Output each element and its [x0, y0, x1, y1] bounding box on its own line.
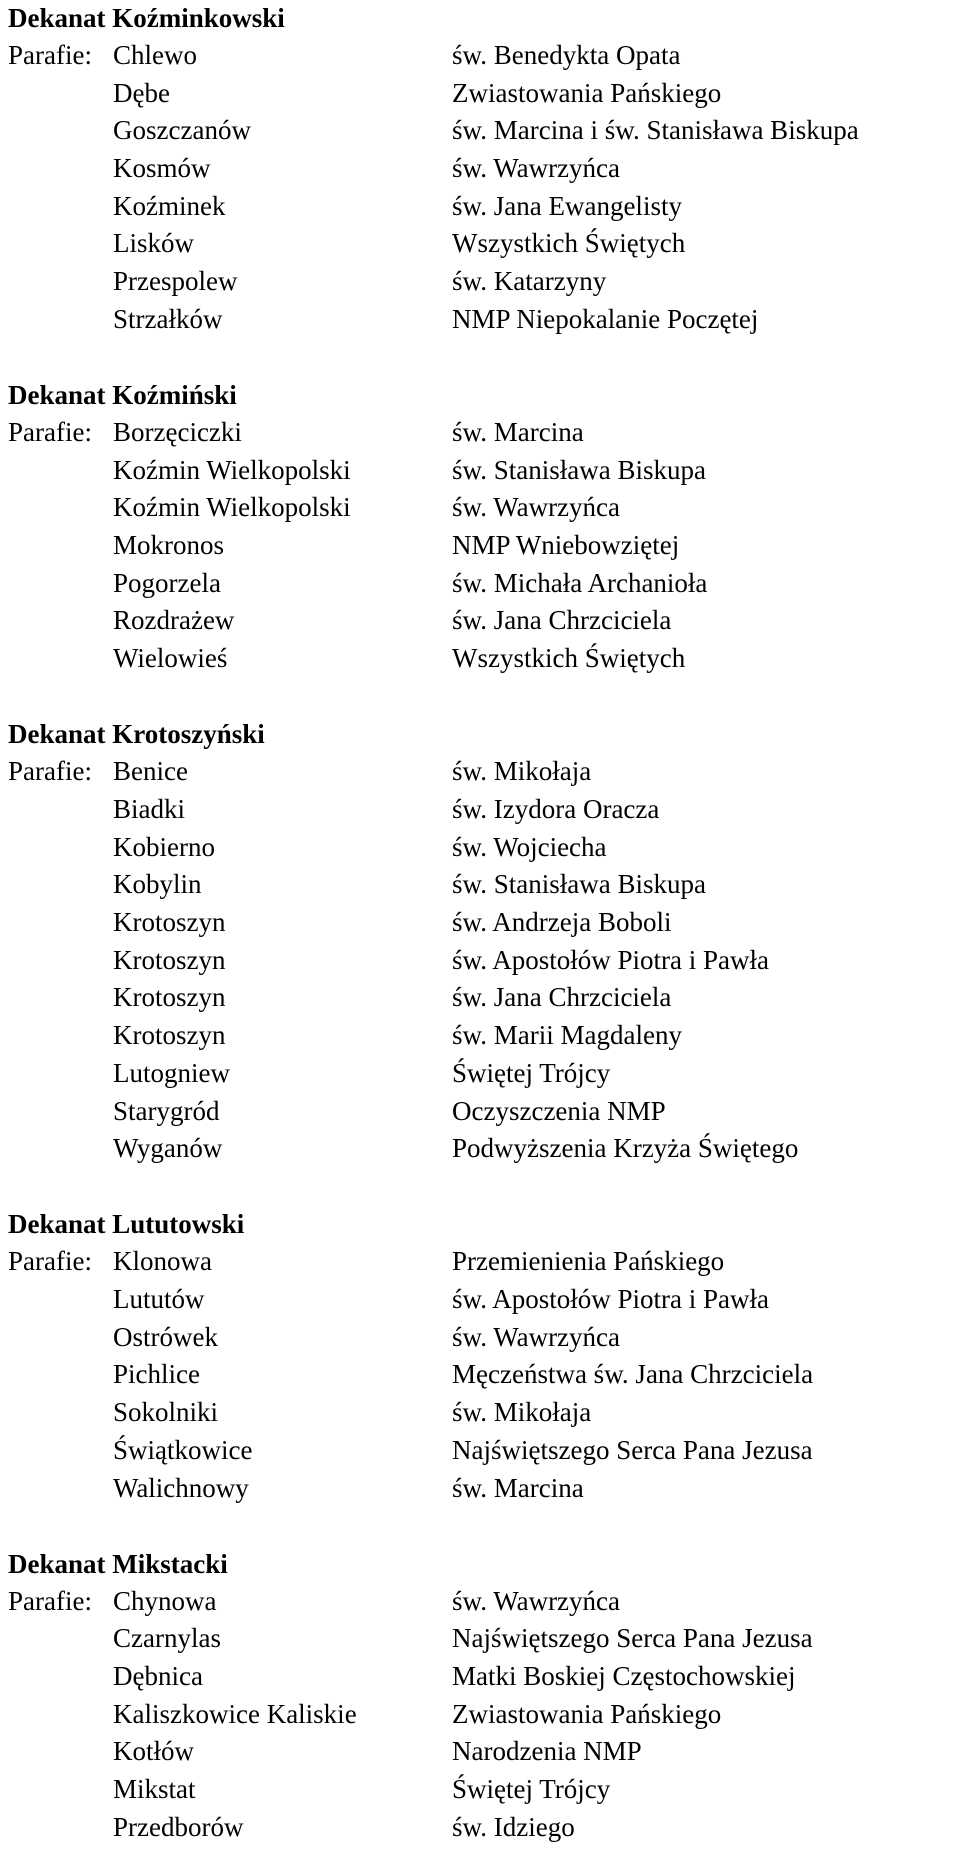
parish-place: Wielowieś [113, 643, 228, 674]
parish-patron: św. Wojciecha [452, 831, 607, 862]
parish-row [8, 527, 958, 565]
parish-row [8, 112, 958, 150]
parish-row [8, 188, 958, 226]
parish-row [8, 225, 958, 263]
parishes-label: Parafie: [8, 756, 92, 787]
deanery-section [8, 1206, 958, 1507]
parish-place: Lutogniew [113, 1057, 230, 1088]
parish-row [8, 753, 958, 791]
parish-place: Czarnylas [113, 1623, 221, 1654]
parish-row [8, 942, 958, 980]
parish-place: Wyganów [113, 1133, 223, 1164]
parish-place: Strzałków [113, 303, 223, 334]
deanery-section [8, 377, 958, 678]
parish-place: Rozdrażew [113, 605, 235, 636]
parishes-label: Parafie: [8, 1246, 92, 1277]
deanery-section [8, 1546, 958, 1847]
parishes-label: Parafie: [8, 1585, 92, 1616]
parish-place: Dębe [113, 77, 170, 108]
parish-row [8, 1620, 958, 1658]
parish-row [8, 1055, 958, 1093]
parish-patron: Męczeństwa św. Jana Chrzciciela [452, 1359, 814, 1390]
parish-place: Sokolniki [113, 1397, 219, 1428]
parish-row [8, 75, 958, 113]
parish-row [8, 489, 958, 527]
parish-place: Borzęciczki [113, 417, 242, 447]
parish-place: Pichlice [113, 1359, 200, 1390]
parish-patron: Najświętszego Serca Pana Jezusa [452, 1434, 813, 1465]
parish-patron: św. Wawrzyńca [452, 153, 621, 184]
deanery-title: Dekanat Lututowski [8, 1209, 245, 1240]
parish-patron: Świętej Trójcy [452, 1057, 611, 1088]
parish-row [8, 452, 958, 490]
parish-patron: św. Marcina [452, 1472, 584, 1503]
parish-place: Krotoszyn [113, 907, 226, 938]
parish-row [8, 301, 958, 339]
parish-patron: św. Katarzyny [452, 266, 607, 297]
parish-patron: NMP Wniebowziętej [452, 530, 680, 561]
parishes-label: Parafie: [8, 417, 92, 447]
parish-row [8, 1658, 958, 1696]
parish-place: Kaliszkowice Kaliskie [113, 1698, 357, 1729]
parish-row [8, 791, 958, 829]
parish-patron: św. Wawrzyńca [452, 1321, 621, 1352]
parish-patron: św. Jana Chrzciciela [452, 982, 672, 1013]
parish-place: Kobylin [113, 869, 202, 900]
parish-patron: św. Mikołaja [452, 1397, 592, 1428]
parish-place: Kosmów [113, 153, 211, 184]
parish-row [8, 1583, 958, 1621]
parish-place: Krotoszyn [113, 944, 226, 975]
parish-patron: św. Stanisława Biskupa [452, 869, 706, 900]
parish-place: Koźminek [113, 190, 226, 221]
parish-place: Walichnowy [113, 1472, 249, 1503]
parish-row [8, 263, 958, 301]
parish-patron: św. Michała Archanioła [452, 567, 708, 598]
parish-patron: św. Marcina [452, 417, 584, 447]
parish-place: Goszczanów [113, 115, 251, 146]
parish-row [8, 866, 958, 904]
parish-place: Lisków [113, 228, 194, 259]
parish-patron: Zwiastowania Pańskiego [452, 1698, 722, 1729]
deanery-title: Dekanat Koźmiński [8, 380, 237, 410]
parish-patron: Zwiastowania Pańskiego [452, 77, 722, 108]
parish-place: Dębnica [113, 1661, 203, 1692]
parish-patron: Wszystkich Świętych [452, 228, 686, 259]
parish-patron: św. Jana Chrzciciela [452, 605, 672, 636]
parish-place: Świątkowice [113, 1434, 253, 1465]
parish-patron: św. Jana Ewangelisty [452, 190, 682, 221]
parish-row [8, 1243, 958, 1281]
parish-row [8, 1394, 958, 1432]
document-body [8, 0, 958, 1847]
parish-place: Przedborów [113, 1811, 244, 1842]
parish-patron: św. Idziego [452, 1811, 575, 1842]
parish-patron: św. Marii Magdaleny [452, 1020, 682, 1051]
parish-row [8, 1771, 958, 1809]
parish-place: Kobierno [113, 831, 215, 862]
parish-row [8, 1281, 958, 1319]
parish-place: Biadki [113, 794, 185, 824]
parish-patron: św. Wawrzyńca [452, 1585, 621, 1616]
parish-place: Starygród [113, 1095, 220, 1126]
parish-patron: św. Marcina i św. Stanisława Biskupa [452, 115, 859, 146]
parish-row [8, 1432, 958, 1470]
parish-patron: Wszystkich Świętych [452, 643, 686, 674]
parishes-label: Parafie: [8, 40, 92, 70]
parish-patron: Narodzenia NMP [452, 1736, 642, 1767]
parish-place: Mokronos [113, 530, 225, 561]
parish-patron: św. Izydora Oracza [452, 794, 660, 824]
parish-row [8, 640, 958, 678]
deanery-section [8, 0, 958, 339]
parish-row [8, 414, 958, 452]
parish-row [8, 1470, 958, 1508]
parish-row [8, 904, 958, 942]
parish-patron: św. Mikołaja [452, 756, 592, 787]
parish-place: Benice [113, 756, 188, 787]
parish-row [8, 37, 958, 75]
parish-place: Przespolew [113, 266, 238, 297]
parish-place: Krotoszyn [113, 1020, 226, 1051]
parish-row [8, 1696, 958, 1734]
parish-patron: Świętej Trójcy [452, 1774, 611, 1805]
parish-row [8, 1130, 958, 1168]
parish-row [8, 150, 958, 188]
parish-place: Chynowa [113, 1585, 217, 1616]
parish-patron: św. Stanisława Biskupa [452, 454, 706, 485]
parish-place: Chlewo [113, 40, 197, 70]
parish-patron: Matki Boskiej Częstochowskiej [452, 1661, 796, 1692]
parish-place: Lututów [113, 1284, 205, 1315]
parish-row [8, 829, 958, 867]
parish-patron: NMP Niepokalanie Poczętej [452, 303, 759, 334]
parish-row [8, 602, 958, 640]
parish-place: Mikstat [113, 1774, 196, 1805]
parish-row [8, 1017, 958, 1055]
parish-place: Pogorzela [113, 567, 221, 598]
deanery-title: Dekanat Mikstacki [8, 1548, 228, 1579]
deanery-title: Dekanat Koźminkowski [8, 3, 285, 33]
parish-patron: Oczyszczenia NMP [452, 1095, 666, 1126]
parish-row [8, 1093, 958, 1131]
parish-patron: św. Benedykta Opata [452, 40, 681, 70]
deanery-section [8, 716, 958, 1168]
parish-patron: św. Apostołów Piotra i Pawła [452, 1284, 769, 1315]
parish-row [8, 1809, 958, 1847]
parish-row [8, 1356, 958, 1394]
parish-patron: św. Andrzeja Boboli [452, 907, 672, 938]
parish-place: Klonowa [113, 1246, 212, 1277]
parish-row [8, 1733, 958, 1771]
parish-row [8, 1319, 958, 1357]
parish-place: Koźmin Wielkopolski [113, 492, 351, 523]
parish-patron: Podwyższenia Krzyża Świętego [452, 1133, 799, 1164]
parish-place: Ostrówek [113, 1321, 218, 1352]
parish-patron: Najświętszego Serca Pana Jezusa [452, 1623, 813, 1654]
parish-patron: św. Apostołów Piotra i Pawła [452, 944, 769, 975]
parish-patron: Przemienienia Pańskiego [452, 1246, 725, 1277]
deanery-title: Dekanat Krotoszyński [8, 719, 265, 750]
parish-place: Kotłów [113, 1736, 194, 1767]
parish-row [8, 979, 958, 1017]
parish-patron: św. Wawrzyńca [452, 492, 621, 523]
parish-row [8, 565, 958, 603]
parish-place: Krotoszyn [113, 982, 226, 1013]
parish-place: Koźmin Wielkopolski [113, 454, 351, 485]
